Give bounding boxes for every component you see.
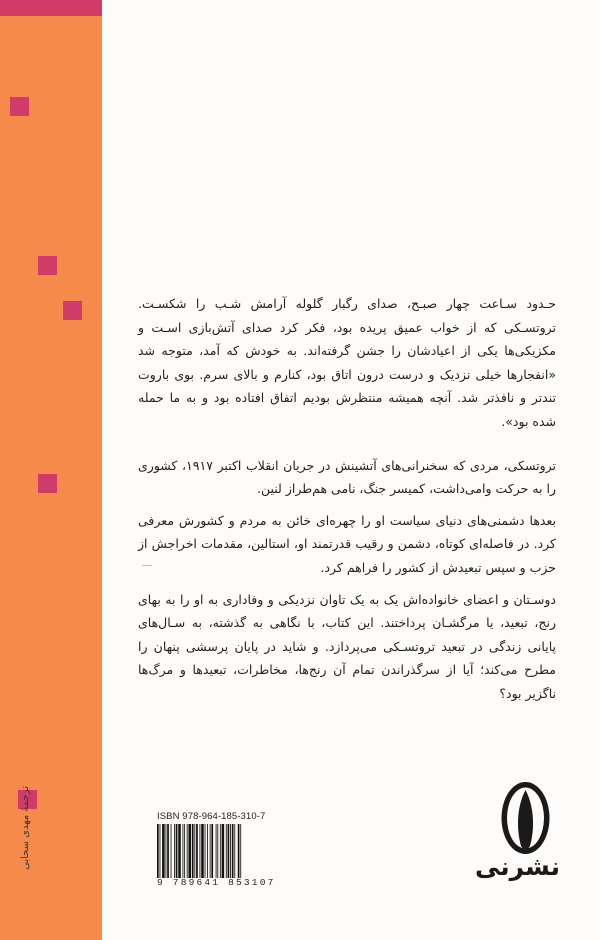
- barcode-bar: [192, 824, 194, 878]
- decorative-square: [10, 97, 29, 116]
- blurb-paragraph: دوسـتان و اعضای خانواده‌اش یک به یک تاوان نزدیکی و وفاداری به او را به بهای رنج، تبعید، یا مرگشـان پرداختند. این کتاب، با نگاهی به گذشته، به سـال‌های پایانی زندگی در تبعید تروتسـکی می‌پردازد. و شاید در پایان پرسشی پنهان را مطرح می‌کند؛ آیا از سرگذراندن تمام آن رنج‌ها، مخاطرات، تبعیدها و مرگ‌ها ناگزیر بود؟: [138, 591, 556, 701]
- barcode-bar: [160, 824, 161, 878]
- barcode-bar: [200, 824, 201, 878]
- back-cover-blurb: [138, 292, 556, 726]
- barcode-bar: [230, 824, 231, 878]
- divider: [142, 565, 152, 566]
- decorative-square: [63, 301, 82, 320]
- barcode-bar: [210, 824, 211, 878]
- barcode-bar: [167, 824, 169, 878]
- book-spine: [0, 0, 102, 940]
- barcode-bar: [188, 824, 191, 878]
- barcode-bar: [166, 824, 167, 878]
- barcode-bar: [222, 824, 225, 878]
- barcode-bar: [196, 824, 198, 878]
- barcode: [157, 824, 277, 878]
- barcode-bar: [194, 824, 195, 878]
- barcode-bar: [240, 824, 241, 878]
- barcode-bar: [183, 824, 184, 878]
- barcode-block: [157, 811, 281, 891]
- barcode-bar: [238, 824, 240, 878]
- barcode-bar: [217, 824, 218, 878]
- publisher-name: نشرنی: [474, 852, 560, 881]
- barcode-bar: [176, 824, 178, 878]
- barcode-bar: [220, 824, 221, 878]
- barcode-bar: [205, 824, 206, 878]
- decorative-square: [38, 474, 57, 493]
- barcode-bar: [207, 824, 208, 878]
- barcode-bar: [232, 824, 234, 878]
- barcode-bar: [234, 824, 235, 878]
- isbn-label: ISBN 978-964-185-310-7: [157, 811, 266, 822]
- barcode-bar: [174, 824, 175, 878]
- blurb-paragraph: حـدود سـاعت چهار صبـح، صدای رگبار گلوله آرامش شـب را شکسـت. تروتسـکی که از خواب عمیق پریده بود، فکر کرد صدای آتش‌بازی اسـت و مکزیکی‌ها یکی از اعیادشان را جشن گرفته‌اند. به خودش که آمد، متوجه شد «انفجارها خیلی نزدیک و درست درون اتاق بود، کنارم و بالای سرم. بوی باروت تندتر و نافذتر شد. آنچه همیشه منتظرش بودیم اتفاق افتاده بود و به ما حمله شده بود».: [138, 296, 556, 429]
- barcode-bar: [178, 824, 181, 878]
- decorative-square: [38, 256, 57, 275]
- barcode-bar: [201, 824, 204, 878]
- spine-label: ترجمهٔ مهدی سحابی: [20, 785, 31, 870]
- spine-top-band: [0, 0, 102, 16]
- barcode-bar: [211, 824, 213, 878]
- barcode-bar: [187, 824, 188, 878]
- barcode-bar: [226, 824, 227, 878]
- barcode-digits: 9 789641 853107: [157, 877, 276, 888]
- barcode-bar: [162, 824, 165, 878]
- barcode-bar: [216, 824, 217, 878]
- barcode-bar: [184, 824, 185, 878]
- blurb-paragraph: بعدها دشمنی‌های دنیای سیاست او را چهره‌ای خائن به مردم و کشورش معرفی کرد. در فاصله‌ای کوتاه، دشمن و رقیب قدرتمند او، استالین، مقدمات اخراجش از حزب و سپس تبعیدش از کشور را فراهم کرد.: [138, 512, 556, 575]
- barcode-bar: [171, 824, 172, 878]
- barcode-bar: [157, 824, 159, 878]
- barcode-bar: [228, 824, 230, 878]
- blurb-paragraph: تروتسکی، مردی که سخنرانی‌های آتشینش در جریان انقلاب اکتبر ۱۹۱۷، کشوری را به حرکت وامی‌داشت، کمیسر جنگ، نامی هم‌طراز لنین.: [138, 457, 556, 497]
